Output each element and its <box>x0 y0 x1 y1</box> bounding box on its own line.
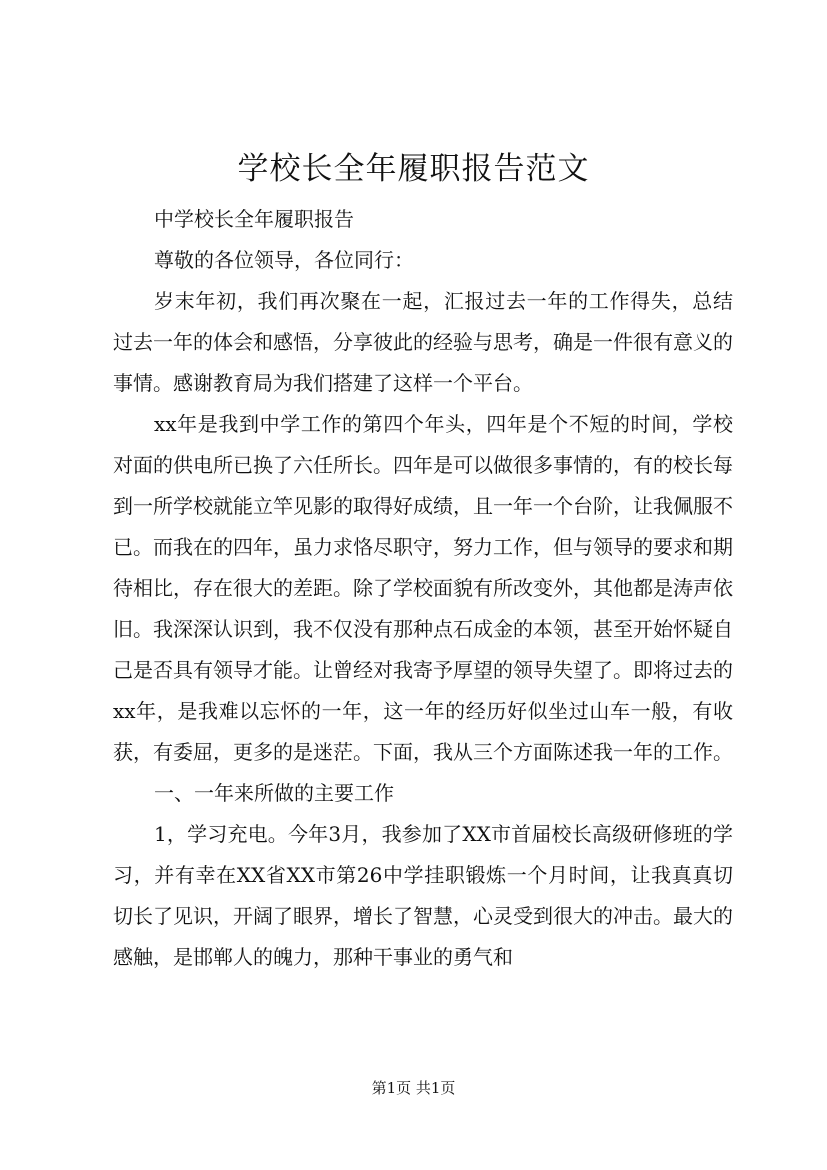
document-body <box>113 199 733 978</box>
paragraph-intro: 岁末年初，我们再次聚在一起，汇报过去一年的工作得失，总结过去一年的体会和感悟，分享彼此的经验与思考，确是一件很有意义的事情。感谢教育局为我们搭建了这样一个平台。 <box>113 289 733 395</box>
paragraph-study: 1，学习充电。今年3月，我参加了XX市首届校长高级研修班的学习，并有幸在XX省XX市第26中学挂职锻炼一个月时间，让我真真切切长了见识，开阔了眼界，增长了智慧，心灵受到很大的冲击。最大的感触，是邯郸人的魄力，那种干事业的勇气和 <box>113 822 733 969</box>
section-heading: 一、一年来所做的主要工作 <box>154 781 394 805</box>
page-footer: 第1页 共1页 <box>371 1079 456 1097</box>
paragraph-reflection: xx年是我到中学工作的第四个年头，四年是个不短的时间，学校对面的供电所已换了六任所长。四年是可以做很多事情的，有的校长每到一所学校就能立竿见影的取得好成绩，且一年一个台阶，让我佩服不已。而我在的四年，虽力求恪尽职守，努力工作，但与领导的要求和期待相比，存在很大的差距。除了学校面貌有所改变外，其他都是涛声依旧。我深深认识到，我不仅没有那种点石成金的本领，甚至开始怀疑自己是否具有领导才能。让曾经对我寄予厚望的领导失望了。即将过去的xx年，是我难以忘怀的一年，这一年的经历好似坐过山车一般，有收获，有委屈，更多的是迷茫。下面，我从三个方面陈述我一年的工作。 <box>113 412 733 764</box>
paragraph-subtitle: 中学校长全年履职报告 <box>154 207 354 231</box>
document-title: 学校长全年履职报告范文 <box>237 151 590 187</box>
paragraph-salutation: 尊敬的各位领导，各位同行： <box>154 248 414 272</box>
